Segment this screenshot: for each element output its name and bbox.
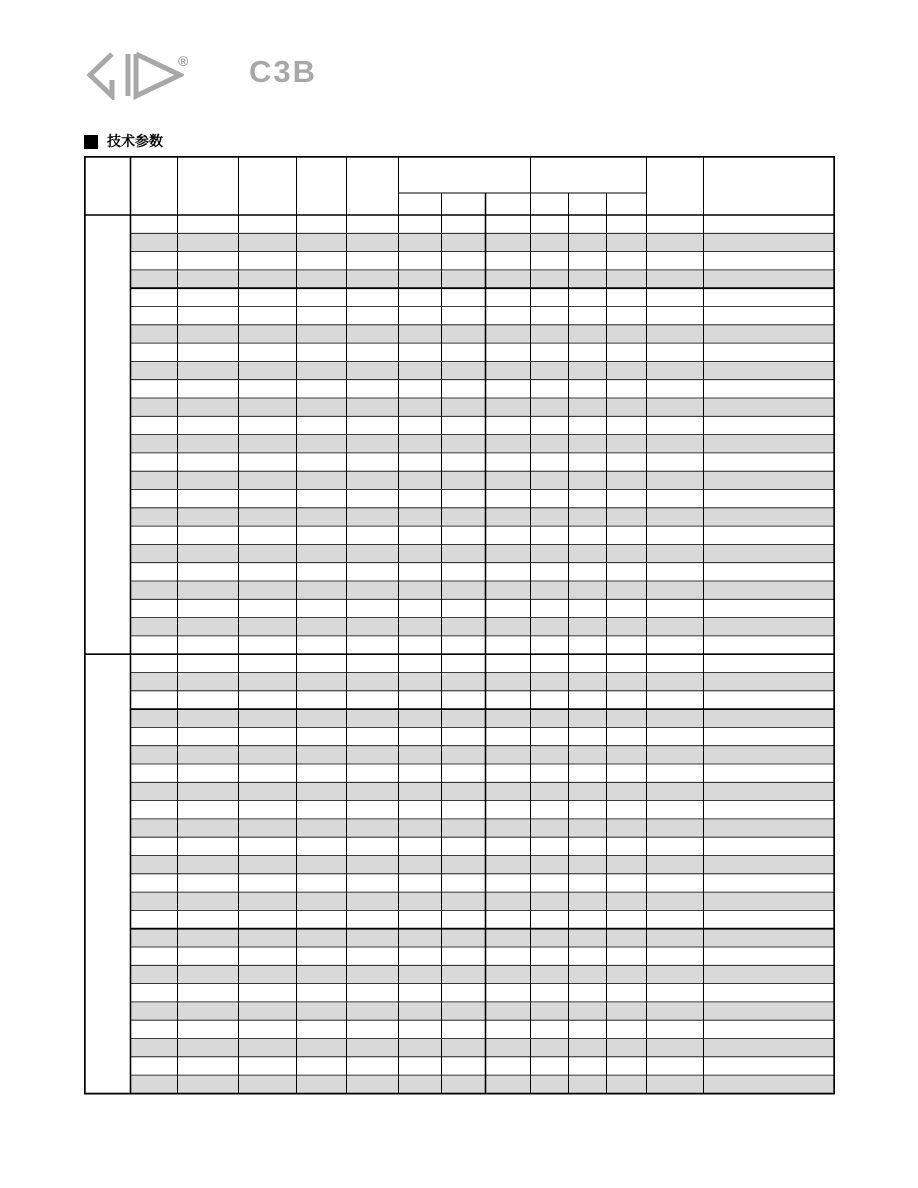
group-a-shaded-row: [130, 471, 834, 489]
group-a-shaded-row: [130, 581, 834, 599]
group-b-shaded-row: [130, 1002, 834, 1020]
group-a-shaded-row: [130, 361, 834, 379]
group-b-shaded-row: [130, 929, 834, 947]
group-b-shaded-row: [130, 1039, 834, 1057]
registered-mark: ®: [178, 53, 189, 69]
group-a-shaded-row: [130, 325, 834, 343]
group-b-shaded-row: [130, 856, 834, 874]
group-a-shaded-row: [130, 618, 834, 636]
group-b-shaded-row: [130, 709, 834, 727]
group-b-shaded-row: [130, 782, 834, 800]
group-a-shaded-row: [130, 398, 834, 416]
group-a-shaded-row: [130, 435, 834, 453]
group-a-shaded-row: [130, 508, 834, 526]
group-b-shaded-row: [130, 965, 834, 983]
group-a-shaded-row: [130, 544, 834, 562]
group-b-shaded-row: [130, 892, 834, 910]
section-bullet-icon: [84, 135, 98, 149]
spec-table-grid: [84, 156, 835, 1096]
section-title: 技术参数: [107, 134, 163, 150]
group-b-shaded-row: [130, 673, 834, 691]
brand-logo-icon: [84, 50, 184, 100]
group-a-shaded-row: [130, 233, 834, 251]
group-a-shaded-row: [130, 270, 834, 288]
spec-table: [84, 156, 835, 1096]
group-b-shaded-row: [130, 746, 834, 764]
model-name: C3B: [249, 54, 318, 89]
group-b-shaded-row: [130, 819, 834, 837]
section-heading: [84, 134, 163, 150]
group-b-shaded-row: [130, 1075, 834, 1093]
